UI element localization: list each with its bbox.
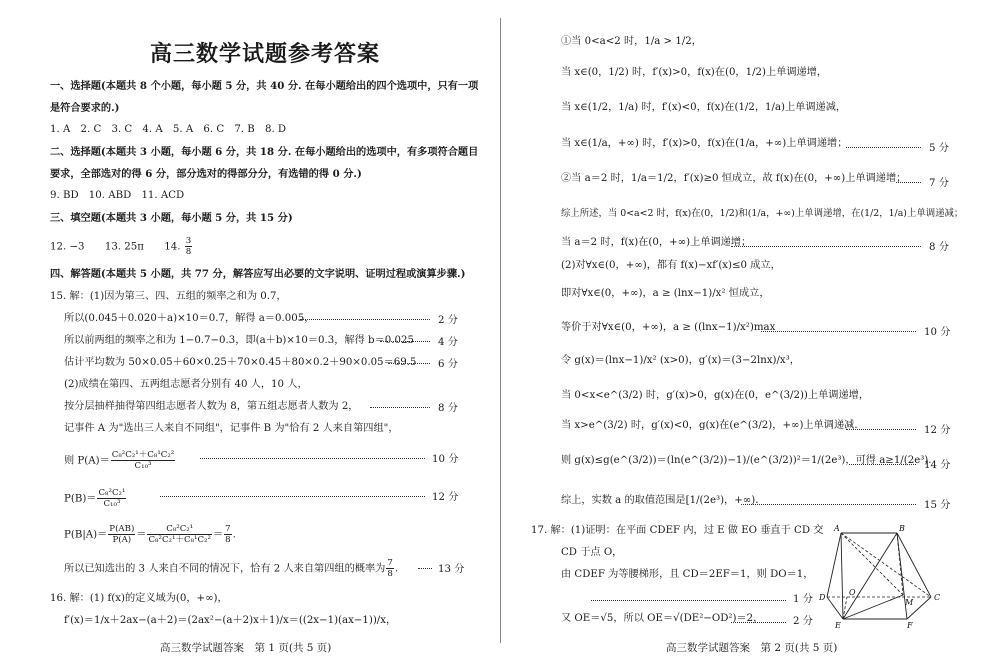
score-leader bbox=[200, 452, 425, 459]
q17-line-4: 又 OE＝√5，所以 OE＝√(DE²−OD²)＝2， bbox=[561, 613, 764, 624]
fraction-denominator: C₁₀³ bbox=[103, 499, 121, 509]
q15-pb-formula bbox=[64, 488, 127, 509]
edge-ae bbox=[841, 533, 843, 619]
q17-line-2: CD 于点 O， bbox=[561, 547, 623, 558]
q17-line-3: 由 CDEF 为等腰梯形，且 CD＝2EF＝1，则 DO＝1， bbox=[561, 569, 814, 580]
vertex-label-b: B bbox=[899, 524, 905, 533]
score-leader bbox=[591, 594, 786, 601]
q15-pa-formula bbox=[64, 450, 176, 471]
section-2-heading-cont: 要求，全部选对的得 6 分，部分选对的得部分分，有选错的得 0 分.) bbox=[50, 168, 362, 180]
q15-line-5: (2)成绩在第四、五两组志愿者分别有 40 人，10 人， bbox=[64, 379, 308, 390]
score-leader bbox=[380, 335, 430, 342]
score-leader bbox=[896, 176, 921, 183]
fraction-numerator: C₈²C₂¹ bbox=[98, 488, 126, 498]
score-mark: 4 分 bbox=[438, 337, 458, 348]
section-2-heading: 二、选择题(本题共 3 小题，每小题 6 分，共 18 分. 在每小题给出的选项中，有多项符合题目 bbox=[50, 146, 479, 158]
q15-conclusion: 所以已知选出的 3 人来自不同的情况下，恰有 2 人来自第四组的概率为 $\frac{7}{8}$ . bbox=[64, 558, 399, 579]
section-1-answers: 1. A 2. C 3. C 4. A 5. A 6. C 7. B 8. D bbox=[50, 124, 287, 135]
q15-line-7: 记事件 A 为"选出三人来自不同组"，记事件 B 为"恰有 2 人来自第四组"， bbox=[64, 423, 399, 434]
edge-em bbox=[843, 595, 903, 619]
left-page bbox=[0, 0, 500, 661]
pba-label: P(B|A)＝ bbox=[64, 529, 108, 541]
q16-part-2: (2)对∀x∈(0，+∞)，都有 f(x)−xf′(x)≤0 成立， bbox=[561, 260, 781, 271]
score-mark: 15 分 bbox=[924, 500, 951, 511]
edge-de bbox=[827, 597, 843, 619]
fraction-numerator: 3 bbox=[185, 236, 192, 246]
fraction-denominator: C₈²C₂¹＋C₈¹C₂² bbox=[148, 535, 211, 545]
section-3-answer-text: 12. −3 13. 25π 14. bbox=[50, 241, 184, 253]
conclusion-text: 所以已知选出的 3 人来自不同的情况下，恰有 2 人来自第四组的概率为 bbox=[64, 563, 386, 575]
q15-line-3: 所以前两组的频率之和为 1−0.7−0.3，即(a＋b)×10＝0.3，解得 b＝0.025 bbox=[64, 335, 414, 346]
score-leader bbox=[370, 401, 430, 408]
score-leader bbox=[741, 498, 916, 505]
fraction-denominator: 8 bbox=[387, 569, 393, 579]
section-1-heading-cont: 是符合要求的.) bbox=[50, 102, 120, 114]
edge-eb bbox=[843, 533, 897, 619]
pb-label: P(B)＝ bbox=[64, 493, 97, 505]
page-footer: 高三数学试题答案 第 2 页(共 5 页) bbox=[666, 642, 838, 654]
q16-line-1: 16. 解：(1) f(x)的定义域为(0，+∞)， bbox=[50, 593, 228, 604]
fraction-denominator: 8 bbox=[185, 247, 192, 257]
fraction-numerator: 7 bbox=[225, 524, 231, 534]
q15-line-2: 所以(0.045＋0.020＋a)×10＝0.7，解得 a＝0.005， bbox=[64, 313, 315, 324]
score-mark: 10 分 bbox=[432, 454, 459, 465]
fraction-numerator: 7 bbox=[387, 558, 393, 568]
vertex-label-f: F bbox=[907, 621, 913, 630]
vertex-label-a: A bbox=[834, 524, 840, 533]
page-footer: 高三数学试题答案 第 1 页(共 5 页) bbox=[160, 642, 332, 654]
score-mark: 10 分 bbox=[924, 327, 951, 338]
edge-bc bbox=[897, 533, 931, 597]
score-mark: 2 分 bbox=[793, 616, 813, 627]
section-1-heading: 一、选择题(本题共 8 个小题，每小题 5 分，共 40 分. 在每小题给出的四个选项中，只有一项 bbox=[50, 80, 479, 92]
score-leader bbox=[761, 325, 916, 332]
score-mark: 7 分 bbox=[929, 178, 949, 189]
fraction-numerator: P(AB) bbox=[109, 524, 135, 534]
document-title: 高三数学试题参考答案 bbox=[150, 41, 381, 67]
pb-fraction bbox=[97, 488, 126, 509]
q16-summary: 综上所述，当 0<a<2 时，f(x)在(0，1/2)和(1/a，+∞)上单调递增，在(1/2，1/a)上单调递减； bbox=[561, 208, 964, 219]
conclusion-fraction bbox=[386, 558, 393, 579]
fraction-numerator: C₈²C₂¹＋C₈¹C₂² bbox=[111, 450, 175, 460]
q16-interval-1: 当 x∈(0，1/2) 时，f′(x)>0，f(x)在(0，1/2)上单调递增， bbox=[561, 67, 828, 78]
q17-line-1: 17. 解：(1)证明：在平面 CDEF 内，过 E 做 EO 垂直于 CD 交 bbox=[531, 525, 824, 536]
q15-line-6: 按分层抽样抽得第四组志愿者人数为 8，第五组志愿者人数为 2， bbox=[64, 401, 359, 412]
q15-line-1: 15. 解：(1)因为第三、四、五组的频率之和为 0.7， bbox=[50, 291, 287, 302]
fraction-denominator: C₁₀³ bbox=[134, 461, 152, 471]
q16-fprime bbox=[64, 614, 396, 628]
vertex-label-e: E bbox=[835, 621, 841, 630]
q16-g-decreasing: 当 x>e^(3/2) 时，g′(x)<0，g(x)在(e^(3/2)，+∞)上单调递减. bbox=[561, 420, 858, 431]
vertex-label-d: D bbox=[819, 593, 826, 602]
score-mark: 14 分 bbox=[924, 460, 951, 471]
q16-case-1: ①当 0<a<2 时，1/a > 1/2， bbox=[561, 36, 702, 47]
score-leader bbox=[849, 458, 916, 465]
q16-g-increasing: 当 0<x<e^(3/2) 时，g′(x)>0，g(x)在(0，e^(3/2))上单调递增， bbox=[561, 390, 870, 401]
q16-inequality: 即对∀x∈(0，+∞)，a ≥ (lnx−1)/x² 恒成立， bbox=[561, 288, 770, 299]
q16-range: 综上，实数 a 的取值范围是[1/(2e³)，+∞). bbox=[561, 495, 759, 506]
answer-14-fraction bbox=[185, 236, 192, 257]
q16-equivalent: 等价于对∀x∈(0，+∞)，a ≥ ((lnx−1)/x²)max bbox=[561, 322, 776, 333]
score-mark: 6 分 bbox=[438, 359, 458, 370]
fraction-numerator: C₈²C₂¹ bbox=[147, 524, 211, 535]
score-mark: 1 分 bbox=[793, 594, 813, 605]
pa-label: 则 P(A)＝ bbox=[64, 455, 110, 467]
score-mark: 2 分 bbox=[438, 315, 458, 326]
score-mark: 13 分 bbox=[438, 564, 465, 575]
score-leader bbox=[731, 616, 786, 623]
vertex-label-c: C bbox=[934, 593, 941, 602]
fprime-expression: 1/x＋2ax−(a＋2)＝(2ax²−(a＋2)x＋1)/x＝((2x−1)(ax−1))/x， bbox=[93, 615, 397, 626]
score-mark: 12 分 bbox=[924, 425, 951, 436]
edge-ad bbox=[827, 533, 841, 597]
edge-am bbox=[841, 533, 903, 595]
solid-geometry-figure bbox=[819, 523, 949, 631]
score-mark: 12 分 bbox=[432, 492, 459, 503]
vertex-label-o: O bbox=[849, 588, 856, 597]
score-leader bbox=[846, 141, 921, 148]
score-leader bbox=[160, 490, 425, 497]
pa-fraction bbox=[111, 450, 175, 471]
q16-interval-3: 当 x∈(1/a，+∞) 时，f′(x)>0，f(x)在(1/a，+∞)上单调递增； bbox=[561, 138, 848, 149]
pba-fraction-3 bbox=[224, 524, 231, 545]
section-4-heading: 四、解答题(本题共 5 小题，共 77 分，解答应写出必要的文字说明、证明过程或演算步骤.) bbox=[50, 268, 466, 280]
section-2-answers: 9. BD 10. ABD 11. ACD bbox=[50, 190, 185, 201]
q15-line-4: 估计平均数为 50×0.05＋60×0.25＋70×0.45＋80×0.2＋90×0.05＝69.5 bbox=[64, 357, 417, 368]
q16-define-g: 令 g(x)＝(lnx−1)/x² (x>0)，g′(x)＝(3−2lnx)/x³， bbox=[561, 355, 800, 366]
score-leader bbox=[300, 313, 430, 320]
score-leader bbox=[731, 240, 921, 247]
fraction-denominator: 8 bbox=[225, 535, 231, 545]
right-page bbox=[501, 0, 1001, 661]
score-leader bbox=[418, 562, 432, 569]
pba-fraction-1 bbox=[108, 524, 135, 545]
q16-interval-2: 当 x∈(1/2，1/a) 时，f′(x)<0，f(x)在(1/2，1/a)上单调递减， bbox=[561, 102, 847, 113]
section-3-heading: 三、填空题(本题共 3 小题，每小题 5 分，共 15 分) bbox=[50, 212, 293, 224]
q16-g-max: 则 g(x)≤g(e^(3/2))＝(ln(e^(3/2))−1)/(e^(3/2))²＝1/(2e³)，可得 a≥1/(2e³). bbox=[561, 455, 932, 466]
score-mark: 8 分 bbox=[438, 403, 458, 414]
q16-case-2: ②当 a＝2 时，1/a＝1/2，f′(x)≥0 恒成立，故 f(x)在(0，+∞)上单调递增； bbox=[561, 173, 907, 184]
score-mark: 5 分 bbox=[929, 143, 949, 154]
score-leader bbox=[388, 357, 430, 364]
vertex-label-m: M bbox=[905, 598, 914, 607]
score-mark: 8 分 bbox=[929, 242, 949, 253]
q15-pba-formula: P(B|A)＝ $\frac{P(AB)}{P(A)}$ ＝ $\frac{\text{C₈²C₂¹}}{\text{C₈²C₂¹＋C₈¹C₂²}}$ ＝ $\frac{7}{8}$ . bbox=[64, 524, 236, 545]
q16-summary-2: 当 a＝2 时，f(x)在(0，+∞)上单调递增； bbox=[561, 237, 752, 248]
fprime-label: f′(x)＝ bbox=[64, 615, 94, 626]
fraction-denominator: P(A) bbox=[112, 535, 132, 545]
section-3-answers bbox=[50, 236, 193, 257]
pba-fraction-2 bbox=[147, 524, 211, 545]
score-leader bbox=[846, 423, 916, 430]
